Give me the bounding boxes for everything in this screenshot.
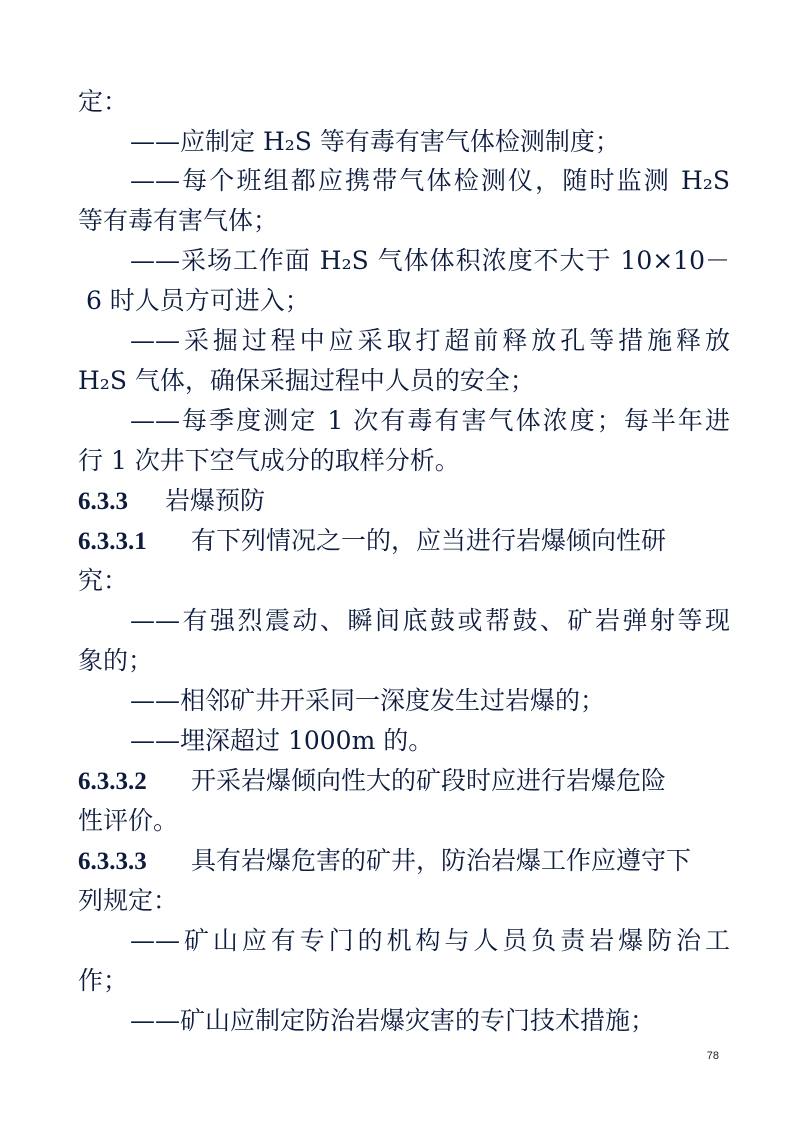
section-heading-6-3-3-2 xyxy=(78,763,728,800)
text-line: 6 时人员方可进入； xyxy=(78,286,310,315)
text-line: ——每季度测定 1 次有毒有害气体浓度；每半年进 xyxy=(130,406,730,435)
text-line: 行 1 次井下空气成分的取样分析。 xyxy=(78,446,460,475)
text-line: 定： xyxy=(78,87,129,116)
section-text: 开采岩爆倾向性大的矿段时应进行岩爆危险 xyxy=(191,766,667,795)
text-line: 作； xyxy=(78,966,129,995)
list-item: ——相邻矿井开采同一深度发生过岩爆的； xyxy=(130,686,606,715)
section-number: 6.3.3.3 xyxy=(78,848,147,875)
list-item: ——矿山应制定防治岩爆灾害的专门技术措施； xyxy=(130,1006,656,1035)
text-line: 象的； xyxy=(78,646,154,675)
text-line: ——应制定 H₂S 等有毒有害气体检测制度； xyxy=(130,127,620,156)
section-title: 岩爆预防 xyxy=(165,486,266,515)
list-item: ——有强烈震动、瞬间底鼓或帮鼓、矿岩弹射等现 xyxy=(130,606,730,635)
text-line: 性评价。 xyxy=(78,806,179,835)
list-item: ——矿山应有专门的机构与人员负责岩爆防治工 xyxy=(130,926,730,955)
text-line: H₂S 气体，确保采掘过程中人员的安全； xyxy=(78,366,535,395)
section-heading-6-3-3 xyxy=(78,483,728,520)
text-line: ——采掘过程中应采取打超前释放孔等措施释放 xyxy=(130,326,730,355)
section-text: 具有岩爆危害的矿井，防治岩爆工作应遵守下 xyxy=(191,846,692,875)
section-heading-6-3-3-3 xyxy=(78,843,728,880)
text-line: 列规定： xyxy=(78,886,179,915)
list-item: ——埋深超过 1000m 的。 xyxy=(130,726,434,755)
section-text: 有下列情况之一的，应当进行岩爆倾向性研 xyxy=(191,526,667,555)
text-line: 究： xyxy=(78,566,129,595)
text-line: ——采场工作面 H₂S 气体体积浓度不大于 10×10－ xyxy=(130,246,730,275)
section-heading-6-3-3-1 xyxy=(78,523,728,560)
section-number: 6.3.3.1 xyxy=(78,528,147,555)
text-line: 等有毒有害气体； xyxy=(78,206,279,235)
page-number: 78 xyxy=(706,1050,719,1062)
section-number: 6.3.3 xyxy=(78,488,128,515)
section-number: 6.3.3.2 xyxy=(78,768,147,795)
text-line: ——每个班组都应携带气体检测仪，随时监测 H₂S xyxy=(130,166,730,195)
